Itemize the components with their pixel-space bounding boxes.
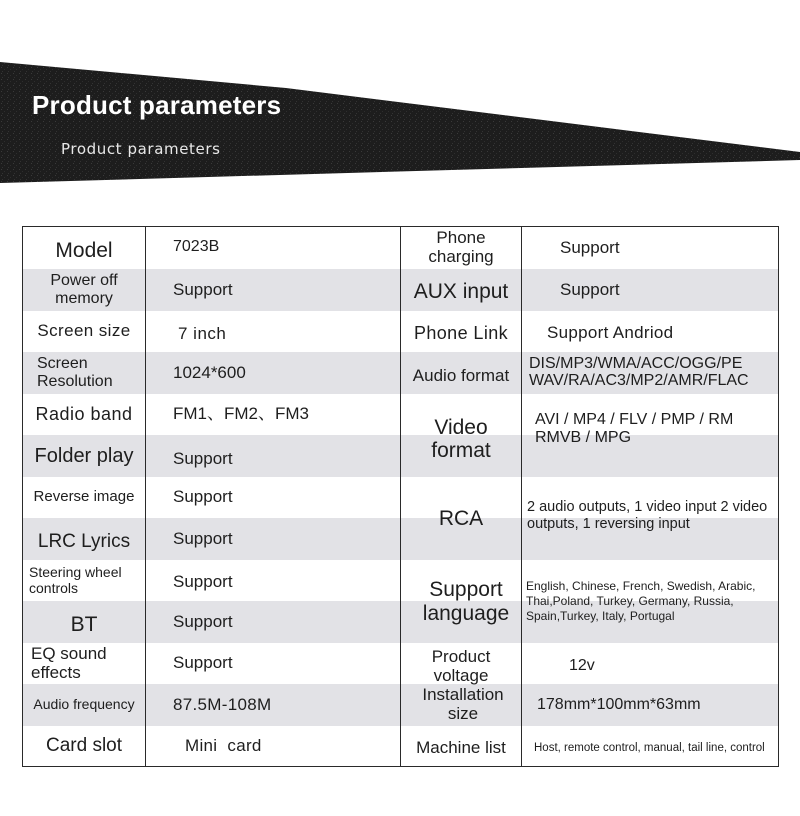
left-value-eq-sound-effects: Support xyxy=(173,653,233,673)
left-value-radio-band: FM1、FM2、FM3 xyxy=(173,404,309,424)
right-label-support-language: Support language xyxy=(422,578,510,625)
right-value-installation-size: 178mm*100mm*63mm xyxy=(537,696,701,714)
right-value-video-format: AVI / MP4 / FLV / PMP / RM RMVB / MPG xyxy=(535,411,734,447)
header-banner xyxy=(0,0,800,200)
left-value-screen-resolution: 1024*600 xyxy=(173,362,246,382)
right-label-video-format: Video format xyxy=(431,415,491,462)
left-value-audio-frequency: 87.5M-108M xyxy=(173,694,272,714)
left-label-screen-resolution: Screen Resolution xyxy=(37,355,113,390)
left-value-model: 7023B xyxy=(173,238,220,256)
right-value-rca: 2 audio outputs, 1 video input 2 video outputs, 1 reversing input xyxy=(527,498,768,532)
column-divider xyxy=(521,227,522,766)
right-label-audio-format: Audio format xyxy=(412,365,510,385)
right-label-machine-list: Machine list xyxy=(416,737,506,757)
right-value-machine-list: Host, remote control, manual, tail line, control xyxy=(534,741,765,754)
left-label-folder-play: Folder play xyxy=(34,445,134,467)
right-value-aux-input: Support xyxy=(560,279,620,299)
right-value-audio-format: DIS/MP3/WMA/ACC/OGG/PE WAV/RA/AC3/MP2/AMR/FLAC xyxy=(529,355,749,389)
right-label-product-voltage: Product voltage xyxy=(431,646,491,685)
left-value-folder-play: Support xyxy=(173,448,233,468)
right-label-aux-input: AUX input xyxy=(413,280,509,304)
left-label-model: Model xyxy=(55,239,113,263)
column-divider xyxy=(145,227,146,766)
left-label-steering-wheel-controls: Steering wheel controls xyxy=(29,564,122,596)
right-value-phone-charging: Support xyxy=(560,237,620,257)
right-value-support-language: English, Chinese, French, Swedish, Arabic, Thai,Poland, Turkey, Germany, Russia, Spain,Turkey, Italy, Portugal xyxy=(526,579,756,623)
left-label-card-slot: Card slot xyxy=(45,734,123,756)
left-label-lrc-lyrics: LRC Lyrics xyxy=(37,530,131,552)
left-value-lrc-lyrics: Support xyxy=(173,528,233,548)
left-label-audio-frequency: Audio frequency xyxy=(33,696,135,713)
left-value-steering-wheel-controls: Support xyxy=(173,572,233,592)
right-label-phone-link: Phone Link xyxy=(413,322,509,343)
right-label-installation-size: Installation size xyxy=(422,685,504,723)
left-label-radio-band: Radio band xyxy=(35,403,133,424)
left-label-eq-sound-effects: EQ sound effects xyxy=(31,643,107,682)
left-value-power-off-memory: Support xyxy=(173,279,233,299)
right-label-phone-charging: Phone charging xyxy=(428,228,494,266)
left-label-screen-size: Screen size xyxy=(37,321,131,341)
right-value-product-voltage: 12v xyxy=(569,656,595,674)
banner-subtitle: Product parameters xyxy=(61,140,221,158)
parameters-table xyxy=(22,226,779,767)
left-value-bt: Support xyxy=(173,611,233,631)
left-value-reverse-image: Support xyxy=(173,487,233,507)
left-value-card-slot: Mini card xyxy=(185,735,262,755)
left-value-screen-size: 7 inch xyxy=(178,324,227,344)
left-label-bt: BT xyxy=(70,613,98,637)
banner-title: Product parameters xyxy=(32,90,282,120)
left-label-reverse-image: Reverse image xyxy=(33,488,135,506)
right-value-phone-link: Support Andriod xyxy=(547,323,674,343)
left-label-power-off-memory: Power off memory xyxy=(50,272,118,307)
right-label-rca: RCA xyxy=(438,506,484,530)
